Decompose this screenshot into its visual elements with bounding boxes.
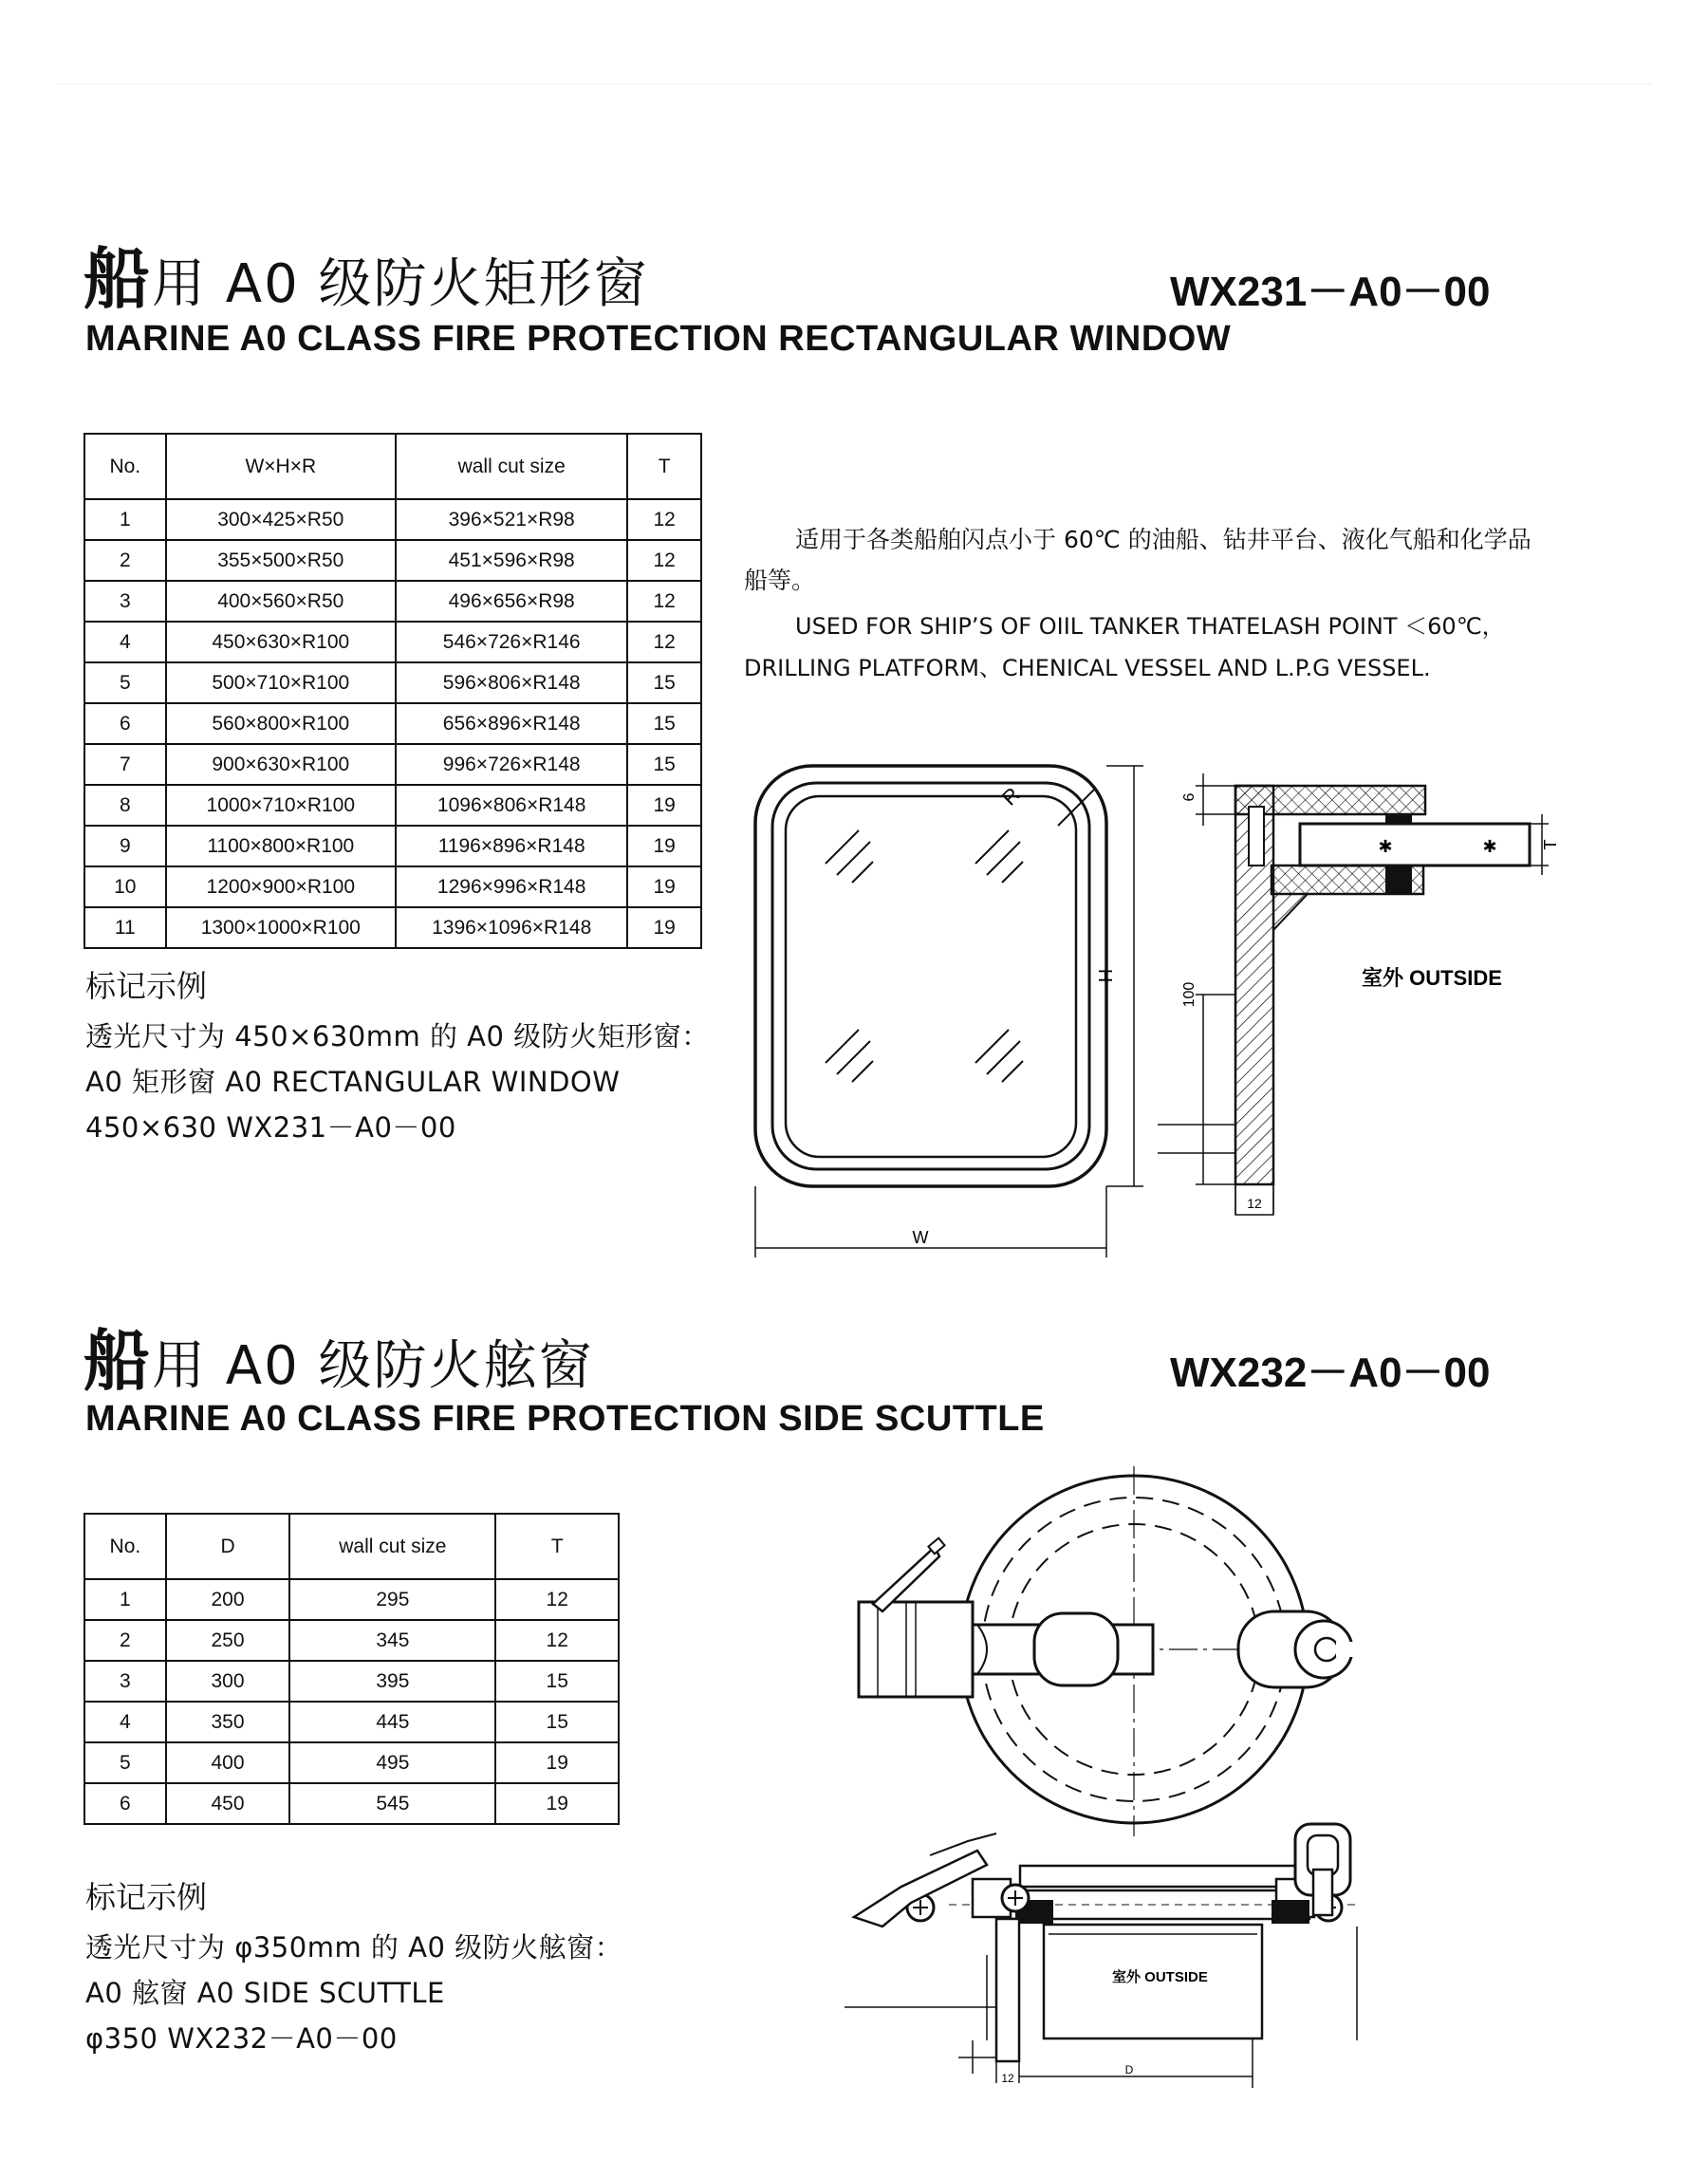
table1-cell: 396×521×R98 — [396, 499, 627, 540]
table1-cell: 11 — [84, 907, 166, 948]
height-label: H — [1096, 968, 1117, 983]
table1-cell: 7 — [84, 744, 166, 785]
table1-cell: 450×630×R100 — [166, 622, 396, 662]
table2-cell: 345 — [289, 1620, 495, 1661]
table1-cell: 8 — [84, 785, 166, 826]
table-row — [84, 581, 701, 622]
dim-t-label: T — [1541, 839, 1560, 850]
table2-cell: 19 — [495, 1742, 619, 1783]
table2-cell: 300 — [166, 1661, 290, 1702]
section2-example-line2: A0 舷窗 A0 SIDE SCUTTLE — [85, 1977, 445, 2009]
table2-header-1: D — [166, 1514, 290, 1579]
table2-cell: 15 — [495, 1702, 619, 1742]
table1-cell: 12 — [627, 499, 701, 540]
table2-cell: 5 — [84, 1742, 166, 1783]
table-row — [84, 866, 701, 907]
section1-desc-en-line2: DRILLING PLATFORM、CHENICAL VESSEL AND L.P.G VESSEL. — [744, 655, 1431, 681]
table1-cell: 12 — [627, 622, 701, 662]
table1-cell: 4 — [84, 622, 166, 662]
scuttle-dim-12-label: 12 — [1001, 2072, 1014, 2085]
table1-header-1: W×H×R — [166, 434, 396, 499]
table-row — [84, 826, 701, 866]
table1-cell: 1396×1096×R148 — [396, 907, 627, 948]
table-row — [84, 499, 701, 540]
table2-cell: 3 — [84, 1661, 166, 1702]
table1-cell: 1100×800×R100 — [166, 826, 396, 866]
table1-header-0: No. — [84, 434, 166, 499]
table1-cell: 19 — [627, 907, 701, 948]
section2-code: WX232－A0－00 — [1170, 1350, 1491, 1396]
table2-cell: 545 — [289, 1783, 495, 1824]
table1-cell: 900×630×R100 — [166, 744, 396, 785]
section2-title-cn: 船用 A0 级防火舷窗 — [84, 1322, 594, 1400]
table1-cell: 19 — [627, 826, 701, 866]
table2-cell: 350 — [166, 1702, 290, 1742]
table1-cell: 6 — [84, 703, 166, 744]
table1-cell: 656×896×R148 — [396, 703, 627, 744]
dim-100-label: 100 — [1181, 981, 1197, 1008]
section1-title-en: MARINE A0 CLASS FIRE PROTECTION RECTANGULAR WINDOW — [85, 319, 1232, 359]
table-row — [84, 1783, 619, 1824]
table1-cell: 9 — [84, 826, 166, 866]
table1-cell: 451×596×R98 — [396, 540, 627, 581]
table2-cell: 445 — [289, 1702, 495, 1742]
table1-cell: 1000×710×R100 — [166, 785, 396, 826]
rect-window-section-drawing — [1158, 759, 1575, 1234]
section1-example-line2: A0 矩形窗 A0 RECTANGULAR WINDOW — [85, 1066, 621, 1098]
table1-cell: 15 — [627, 703, 701, 744]
table-row — [84, 1742, 619, 1783]
table1-cell: 1296×996×R148 — [396, 866, 627, 907]
table1-cell: 355×500×R50 — [166, 540, 396, 581]
side-scuttle-section-drawing — [845, 1813, 1376, 2093]
svg-text:✱: ✱ — [1482, 837, 1497, 856]
table2-cell: 15 — [495, 1661, 619, 1702]
table1-cell: 1196×896×R148 — [396, 826, 627, 866]
table1-cell: 15 — [627, 744, 701, 785]
table2-header-3: T — [495, 1514, 619, 1579]
table2-header-0: No. — [84, 1514, 166, 1579]
table-row — [84, 1702, 619, 1742]
table1-cell: 12 — [627, 540, 701, 581]
table2-cell: 6 — [84, 1783, 166, 1824]
table1-cell: 300×425×R50 — [166, 499, 396, 540]
table2-cell: 395 — [289, 1661, 495, 1702]
dim-12-label: 12 — [1247, 1196, 1262, 1211]
table-row — [84, 907, 701, 948]
table2-cell: 200 — [166, 1579, 290, 1620]
section1-title-cn: 船用 A0 级防火矩形窗 — [84, 240, 649, 318]
svg-text:✱: ✱ — [1378, 837, 1393, 856]
width-label: W — [912, 1228, 929, 1247]
table1-cell: 560×800×R100 — [166, 703, 396, 744]
table2-cell: 2 — [84, 1620, 166, 1661]
outside-label: 室外 OUTSIDE — [1362, 966, 1502, 990]
table2-cell: 450 — [166, 1783, 290, 1824]
table-row — [84, 1579, 619, 1620]
section1-desc-cn-line1: 适用于各类船舶闪点小于 60℃ 的油船、钻井平台、液化气船和化学品 — [795, 526, 1532, 553]
table1-header-2: wall cut size — [396, 434, 627, 499]
table2-cell: 12 — [495, 1620, 619, 1661]
table1-cell: 400×560×R50 — [166, 581, 396, 622]
table2-cell: 1 — [84, 1579, 166, 1620]
table1-cell: 15 — [627, 662, 701, 703]
section1-spec-table — [84, 433, 702, 949]
table-row — [84, 540, 701, 581]
section1-desc-cn-line2: 船等。 — [744, 567, 816, 594]
table-row — [84, 744, 701, 785]
rect-window-front-drawing — [731, 740, 1167, 1272]
table1-cell: 996×726×R148 — [396, 744, 627, 785]
section1-example-heading: 标记示例 — [85, 968, 208, 1004]
table-row — [84, 662, 701, 703]
section1-example-line3: 450×630 WX231－A0－00 — [85, 1111, 456, 1144]
section1-code: WX231－A0－00 — [1170, 269, 1491, 315]
table1-cell: 3 — [84, 581, 166, 622]
table1-cell: 500×710×R100 — [166, 662, 396, 703]
table2-cell: 250 — [166, 1620, 290, 1661]
table1-cell: 1096×806×R148 — [396, 785, 627, 826]
table2-cell: 495 — [289, 1742, 495, 1783]
table1-cell: 19 — [627, 785, 701, 826]
section2-example-line3: φ350 WX232－A0－00 — [85, 2022, 398, 2055]
scuttle-dim-d-label: D — [1124, 2063, 1134, 2076]
section2-spec-table — [84, 1513, 620, 1825]
table2-cell: 4 — [84, 1702, 166, 1742]
table2-cell: 295 — [289, 1579, 495, 1620]
table1-cell: 546×726×R146 — [396, 622, 627, 662]
table-row — [84, 703, 701, 744]
table-row — [84, 622, 701, 662]
table2-header-2: wall cut size — [289, 1514, 495, 1579]
table1-cell: 5 — [84, 662, 166, 703]
radius-label: R — [996, 782, 1025, 810]
table1-cell: 1200×900×R100 — [166, 866, 396, 907]
table1-cell: 596×806×R148 — [396, 662, 627, 703]
table2-cell: 19 — [495, 1783, 619, 1824]
table-row — [84, 1661, 619, 1702]
table-row — [84, 1620, 619, 1661]
table1-cell: 1300×1000×R100 — [166, 907, 396, 948]
section2-example-heading: 标记示例 — [85, 1879, 208, 1915]
table2-cell: 400 — [166, 1742, 290, 1783]
table1-cell: 19 — [627, 866, 701, 907]
section2-example-line1: 透光尺寸为 φ350mm 的 A0 级防火舷窗： — [85, 1931, 623, 1964]
section1-example-line1: 透光尺寸为 450×630mm 的 A0 级防火矩形窗： — [85, 1020, 710, 1052]
table1-header-3: T — [627, 434, 701, 499]
table-row — [84, 785, 701, 826]
table1-cell: 1 — [84, 499, 166, 540]
dim-6-label: 6 — [1181, 792, 1197, 802]
table1-cell: 10 — [84, 866, 166, 907]
table1-cell: 12 — [627, 581, 701, 622]
section2-title-en: MARINE A0 CLASS FIRE PROTECTION SIDE SCUTTLE — [85, 1399, 1045, 1439]
table1-cell: 496×656×R98 — [396, 581, 627, 622]
table2-cell: 12 — [495, 1579, 619, 1620]
table1-cell: 2 — [84, 540, 166, 581]
scuttle-outside-label: 室外 OUTSIDE — [1112, 1969, 1208, 1985]
section1-desc-en-line1: USED FOR SHIP’S OF OIIL TANKER THATELASH POINT ＜60℃， — [795, 613, 1505, 640]
